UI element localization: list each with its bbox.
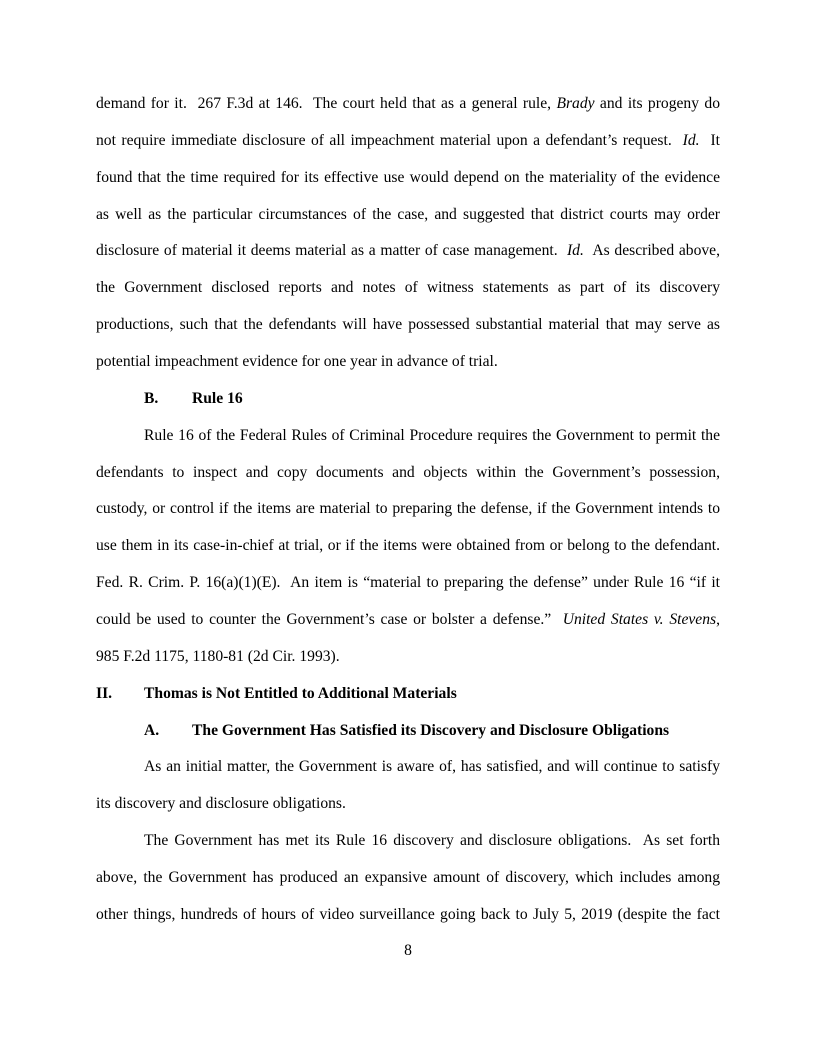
- body-text-run: use them in its case-in-chief at trial, or if the items were obtained from or belong to the defendant.: [96, 537, 720, 555]
- body-text-run: could be used to counter the Government’s case or bolster a defense.”: [96, 611, 563, 629]
- paragraph-rule-16-line: [96, 418, 720, 455]
- paragraph-government-met-rule-16-line: [96, 860, 720, 897]
- body-text-run: Brady: [556, 95, 595, 112]
- body-text-run: the Government disclosed reports and notes of witness statements as part of its discovery: [96, 279, 720, 297]
- body-text-run: found that the time required for its effective use would depend on the materiality of the evidence: [96, 168, 720, 186]
- body-text-run: productions, such that the defendants will have possessed substantial material that may serve as: [96, 316, 720, 334]
- heading-text-run: A.: [144, 721, 160, 739]
- body-text-run: as well as the particular circumstances of the case, and suggested that district courts may order: [96, 205, 720, 223]
- paragraph-brady-progeny-line: [96, 197, 720, 234]
- heading-text-run: The Government Has Satisfied its Discovery and Disclosure Obligations: [192, 721, 670, 739]
- body-text-run: As described above,: [583, 242, 720, 260]
- paragraph-initial-matter-line: [96, 786, 720, 823]
- paragraph-government-met-rule-16-line: [96, 823, 720, 860]
- body-text-run: defendants to inspect and copy documents and objects within the Government’s possession,: [96, 463, 720, 481]
- body-text-run: 985 F.2d 1175, 1180-81 (2d Cir. 1993).: [96, 647, 340, 665]
- heading-text-run: Rule 16: [192, 389, 243, 407]
- body-text-run: not require immediate disclosure of all impeachment material upon a defendant’s request.: [96, 131, 683, 149]
- body-text-run: above, the Government has produced an expansive amount of discovery, which includes among: [96, 869, 720, 887]
- paragraph-initial-matter-line: [96, 749, 720, 786]
- paragraph-brady-progeny-line: [96, 123, 720, 160]
- paragraph-brady-progeny-line: [96, 86, 720, 123]
- paragraph-brady-progeny-line: [96, 233, 720, 270]
- body-text-run: Fed. R. Crim. P. 16(a)(1)(E). An item is “material to preparing the defense” under Rule 16 “if it: [96, 574, 720, 592]
- paragraph-brady-progeny-line: [96, 160, 720, 197]
- body-text-run: and its progeny do: [594, 95, 720, 112]
- body-text-run: As an initial matter, the Government is aware of, has satisfied, and will continue to satisfy: [144, 758, 720, 776]
- paragraph-rule-16-line: [96, 491, 720, 528]
- paragraph-rule-16-line: [96, 455, 720, 492]
- paragraph-brady-progeny-line: [96, 307, 720, 344]
- paragraph-brady-progeny-line: [96, 344, 720, 381]
- body-text-run: United States v. Stevens: [562, 611, 717, 629]
- paragraph-rule-16-line: [96, 565, 720, 602]
- body-text-run: custody, or control if the items are material to preparing the defense, if the Government intends to: [96, 500, 720, 518]
- body-text-run: It: [699, 131, 720, 149]
- paragraph-government-met-rule-16-line: [96, 897, 720, 934]
- body-text-run: its discovery and disclosure obligations.: [96, 795, 346, 813]
- heading-b-rule-16-line: [96, 381, 720, 418]
- heading-ii-thomas-not-entitled-line: [96, 676, 720, 713]
- paragraph-rule-16-line: [96, 639, 720, 676]
- paragraph-rule-16-line: [96, 528, 720, 565]
- heading-text-run: Thomas is Not Entitled to Additional Materials: [144, 684, 457, 702]
- document-body: [96, 86, 720, 934]
- page-number: 8: [404, 942, 412, 959]
- body-text-run: Id.: [682, 131, 700, 149]
- body-text-run: demand for it. 267 F.3d at 146. The court held that as a general rule,: [96, 95, 557, 112]
- body-text-run: Id.: [566, 242, 584, 260]
- paragraph-rule-16-line: [96, 602, 720, 639]
- body-text-run: other things, hundreds of hours of video surveillance going back to July 5, 2019 (despite the fact: [96, 905, 720, 923]
- heading-text-run: II.: [96, 684, 113, 702]
- body-text-run: ,: [716, 611, 720, 629]
- paragraph-brady-progeny-line: [96, 270, 720, 307]
- body-text-run: The Government has met its Rule 16 discovery and disclosure obligations. As set forth: [144, 832, 720, 850]
- heading-a-government-satisfied-line: [96, 713, 720, 750]
- body-text-run: disclosure of material it deems material as a matter of case management.: [96, 242, 567, 260]
- body-text-run: Rule 16 of the Federal Rules of Criminal Procedure requires the Government to permit the: [144, 426, 720, 444]
- heading-text-run: B.: [144, 389, 159, 407]
- body-text-run: potential impeachment evidence for one year in advance of trial.: [96, 353, 498, 371]
